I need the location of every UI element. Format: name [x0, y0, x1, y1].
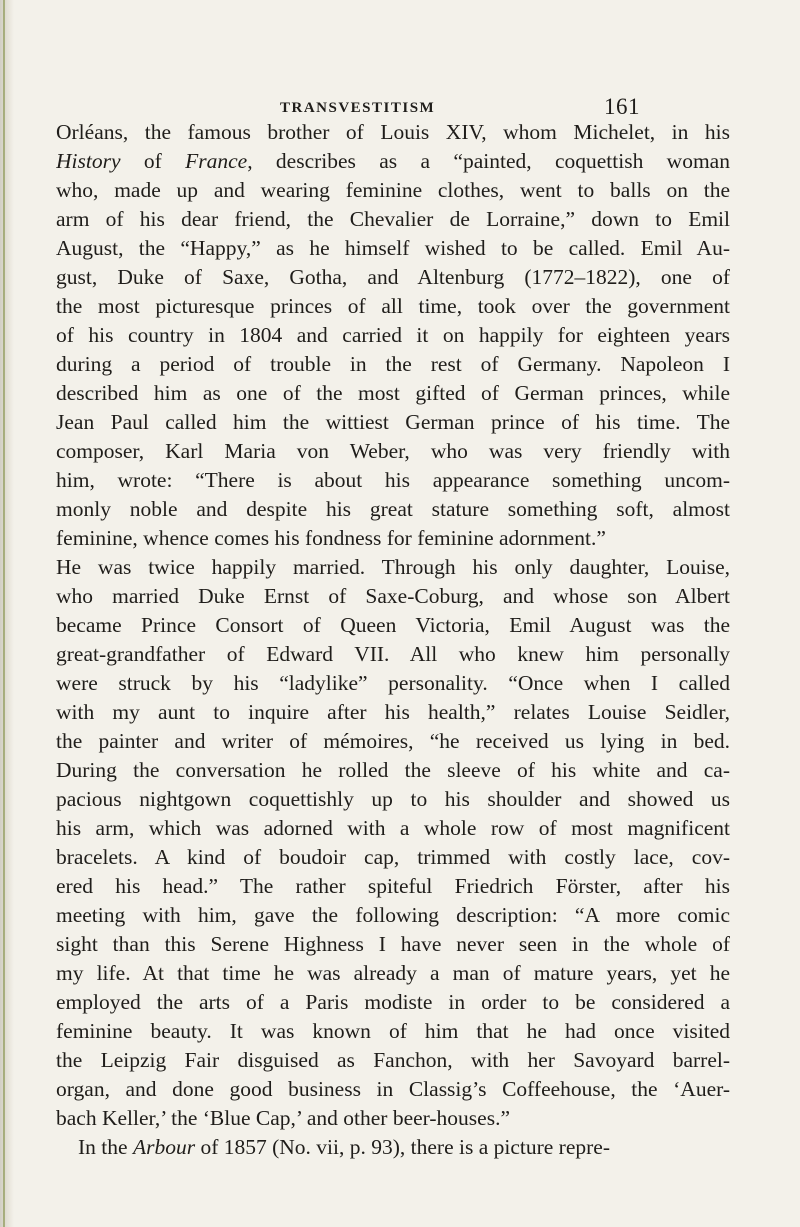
- text-line: him, wrote: “There is about his appearance something uncom-: [56, 468, 730, 492]
- text-line: sight than this Serene Highness I have never seen in the whole of: [56, 932, 730, 956]
- text-line: who married Duke Ernst of Saxe-Coburg, and whose son Albert: [56, 584, 730, 608]
- text-line: the painter and writer of mémoires, “he received us lying in bed.: [56, 729, 730, 753]
- text-line: described him as one of the most gifted of German princes, while: [56, 381, 730, 405]
- italic-title: History: [56, 149, 121, 173]
- text-line: meeting with him, gave the following description: “A more comic: [56, 903, 730, 927]
- binding-stripe: [3, 0, 5, 1227]
- text-line: his arm, which was adorned with a whole row of most magnificent: [56, 816, 730, 840]
- running-title: TRANSVESTITISM: [280, 100, 436, 116]
- page-number: 161: [604, 94, 640, 119]
- text-line: ered his head.” The rather spiteful Friedrich Förster, after his: [56, 874, 730, 898]
- text-line: who, made up and wearing feminine clothes, went to balls on the: [56, 178, 730, 202]
- italic-title: Arbour: [132, 1135, 196, 1159]
- text-line: pacious nightgown coquettishly up to his shoulder and showed us: [56, 787, 730, 811]
- text-line: composer, Karl Maria von Weber, who was very friendly with: [56, 439, 730, 463]
- text-line: feminine beauty. It was known of him that he had once visited: [56, 1019, 730, 1043]
- text-line: bracelets. A kind of boudoir cap, trimmed with costly lace, cov-: [56, 845, 730, 869]
- text-line: became Prince Consort of Queen Victoria, Emil August was the: [56, 613, 730, 637]
- text-line: [56, 1133, 730, 1162]
- text-line: Jean Paul called him the wittiest German prince of his time. The: [56, 410, 730, 434]
- text-segment: , describes as a “painted, coquettish woman: [247, 149, 730, 173]
- text-line: during a period of trouble in the rest of Germany. Napoleon I: [56, 352, 730, 376]
- text-line: He was twice happily married. Through his only daughter, Louise,: [56, 555, 730, 579]
- text-line: gust, Duke of Saxe, Gotha, and Altenburg (1772–1822), one of: [56, 265, 730, 289]
- text-segment: of: [120, 149, 186, 173]
- text-line: the most picturesque princes of all time, took over the government: [56, 294, 730, 318]
- text-line: with my aunt to inquire after his health,” relates Louise Seidler,: [56, 700, 730, 724]
- text-line: feminine, whence comes his fondness for feminine adornment.”: [56, 526, 606, 550]
- text-line: organ, and done good business in Classig’s Coffeehouse, the ‘Auer-: [56, 1077, 730, 1101]
- text-line: of his country in 1804 and carried it on happily for eighteen years: [56, 323, 730, 347]
- text-line: [56, 147, 730, 176]
- text-line: the Leipzig Fair disguised as Fanchon, with her Savoyard barrel-: [56, 1048, 730, 1072]
- italic-title: France: [185, 149, 248, 173]
- text-segment: In the: [78, 1135, 133, 1159]
- text-line: During the conversation he rolled the sleeve of his white and ca-: [56, 758, 730, 782]
- text-line: August, the “Happy,” as he himself wished to be called. Emil Au-: [56, 236, 730, 260]
- text-line: great-grandfather of Edward VII. All who knew him personally: [56, 642, 730, 666]
- body-text: [56, 118, 730, 1162]
- text-line: bach Keller,’ the ‘Blue Cap,’ and other beer-houses.”: [56, 1106, 510, 1130]
- text-segment: of 1857 (No. vii, p. 93), there is a picture repre-: [195, 1135, 610, 1159]
- text-line: monly noble and despite his great stature something soft, almost: [56, 497, 730, 521]
- text-line: my life. At that time he was already a man of mature years, yet he: [56, 961, 730, 985]
- text-line: employed the arts of a Paris modiste in order to be considered a: [56, 990, 730, 1014]
- text-line: Orléans, the famous brother of Louis XIV, whom Michelet, in his: [56, 120, 730, 144]
- text-line: were struck by his “ladylike” personality. “Once when I called: [56, 671, 730, 695]
- text-line: arm of his dear friend, the Chevalier de Lorraine,” down to Emil: [56, 207, 730, 231]
